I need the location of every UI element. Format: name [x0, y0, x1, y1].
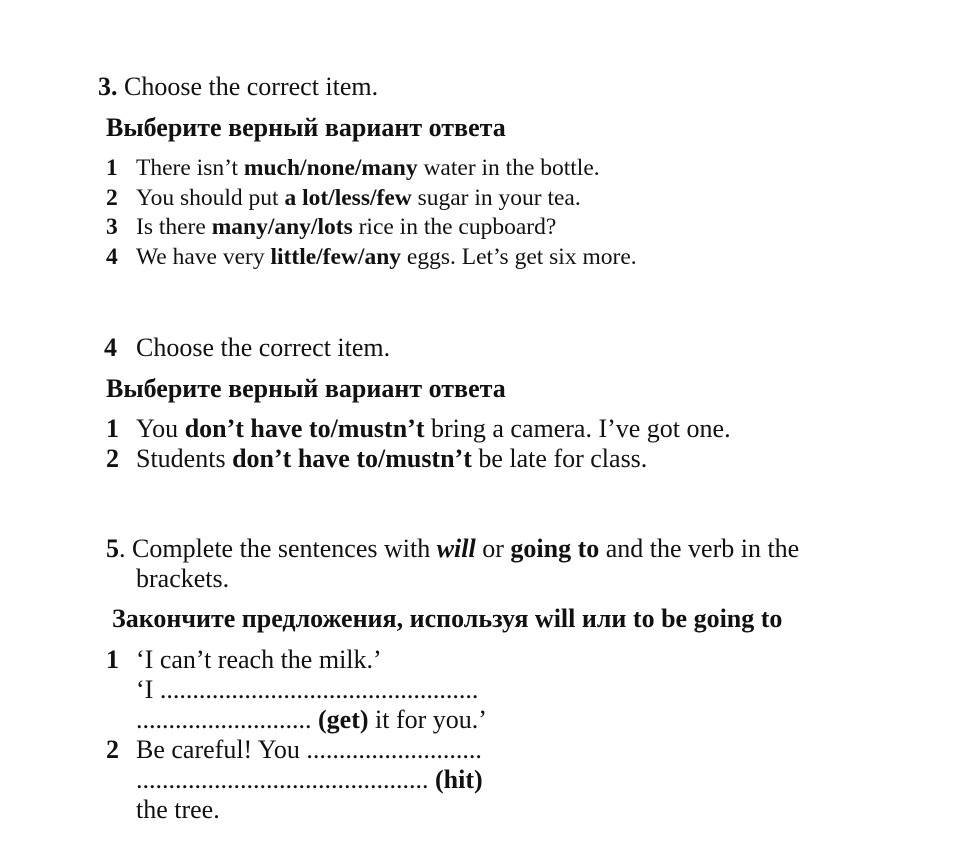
item-number: 2 [106, 185, 118, 211]
ex3-item-4 [106, 246, 637, 270]
ex4-item-1 [106, 416, 731, 442]
item-options: a lot/less/few [284, 185, 412, 211]
ex5-item-1-line2: ‘I ................................................. [136, 675, 479, 704]
ex3-number: 3. [98, 72, 118, 101]
item-options: don’t have to/mustn’t [184, 414, 425, 443]
item-text: be late for class. [471, 444, 648, 473]
ex5-item-2-line3: the tree. [136, 795, 220, 824]
item-number: 1 [106, 645, 119, 674]
ex5-instruction-part: or [475, 534, 511, 563]
item-number: 1 [106, 414, 119, 443]
ex5-number: 5 [106, 534, 119, 563]
item-text: You [136, 414, 185, 443]
item-options: much/none/many [243, 155, 418, 181]
ex3-item-2 [106, 187, 581, 211]
item-text: rice in the cupboard? [352, 214, 557, 240]
ex5-instruction-ru: Закончите предложения, используя will или to be going to [112, 604, 783, 633]
item-text: eggs. Let’s get six more. [401, 244, 637, 270]
ex5-keyword-will: will [436, 534, 476, 563]
item-options: many/any/lots [211, 214, 353, 240]
item-text: water in the bottle. [417, 155, 600, 181]
item-text: it for you.’ [368, 705, 487, 734]
ex5-item-2-line2 [136, 767, 483, 793]
ex4-instruction-ru: Выберите верный вариант ответа [106, 374, 506, 403]
answer-blank: ........................... [136, 705, 318, 734]
ex5-instruction-part: and the verb in the [599, 534, 800, 563]
ex3-instruction-ru: Выберите верный вариант ответа [106, 113, 506, 142]
ex3-instruction: Choose the correct item. [124, 72, 379, 101]
ex5-instruction-line2: brackets. [136, 564, 230, 593]
ex3-item-1 [106, 157, 600, 181]
item-text: There isn’t [136, 155, 244, 181]
item-options: little/few/any [270, 244, 402, 270]
ex5-item-2-line1 [106, 737, 482, 763]
answer-blank: ............................................. [136, 765, 435, 794]
ex4-instruction: Choose the correct item. [136, 333, 391, 362]
item-text: Students [136, 444, 233, 473]
ex5-instruction-part: Complete the sentences with [125, 534, 437, 563]
item-number: 2 [106, 444, 119, 473]
ex5-item-1-line1 [106, 647, 382, 673]
item-text: sugar in your tea. [411, 185, 581, 211]
verb-hint: (hit) [435, 765, 483, 794]
item-text: bring a camera. I’ve got one. [424, 414, 731, 443]
ex5-item-1-line3 [136, 707, 487, 733]
ex5-heading [106, 536, 799, 562]
item-number: 2 [106, 735, 119, 764]
item-text: Is there [136, 214, 212, 240]
ex4-number: 4 [104, 333, 117, 362]
ex5-keyword-going-to: going to [510, 534, 600, 563]
item-text: ‘I can’t reach the milk.’ [136, 645, 382, 674]
ex4-heading [104, 335, 390, 361]
item-options: don’t have to/mustn’t [232, 444, 472, 473]
item-number: 3 [106, 214, 118, 240]
ex3-item-3 [106, 216, 556, 240]
item-number: 1 [106, 155, 118, 181]
ex5-dot: . [119, 534, 126, 563]
ex3-heading [98, 74, 378, 100]
item-text: Be careful! You ........................... [136, 735, 482, 764]
ex4-item-2 [106, 446, 647, 472]
item-number: 4 [106, 244, 118, 270]
verb-hint: (get) [318, 705, 369, 734]
item-text: You should put [136, 185, 285, 211]
item-text: We have very [136, 244, 271, 270]
